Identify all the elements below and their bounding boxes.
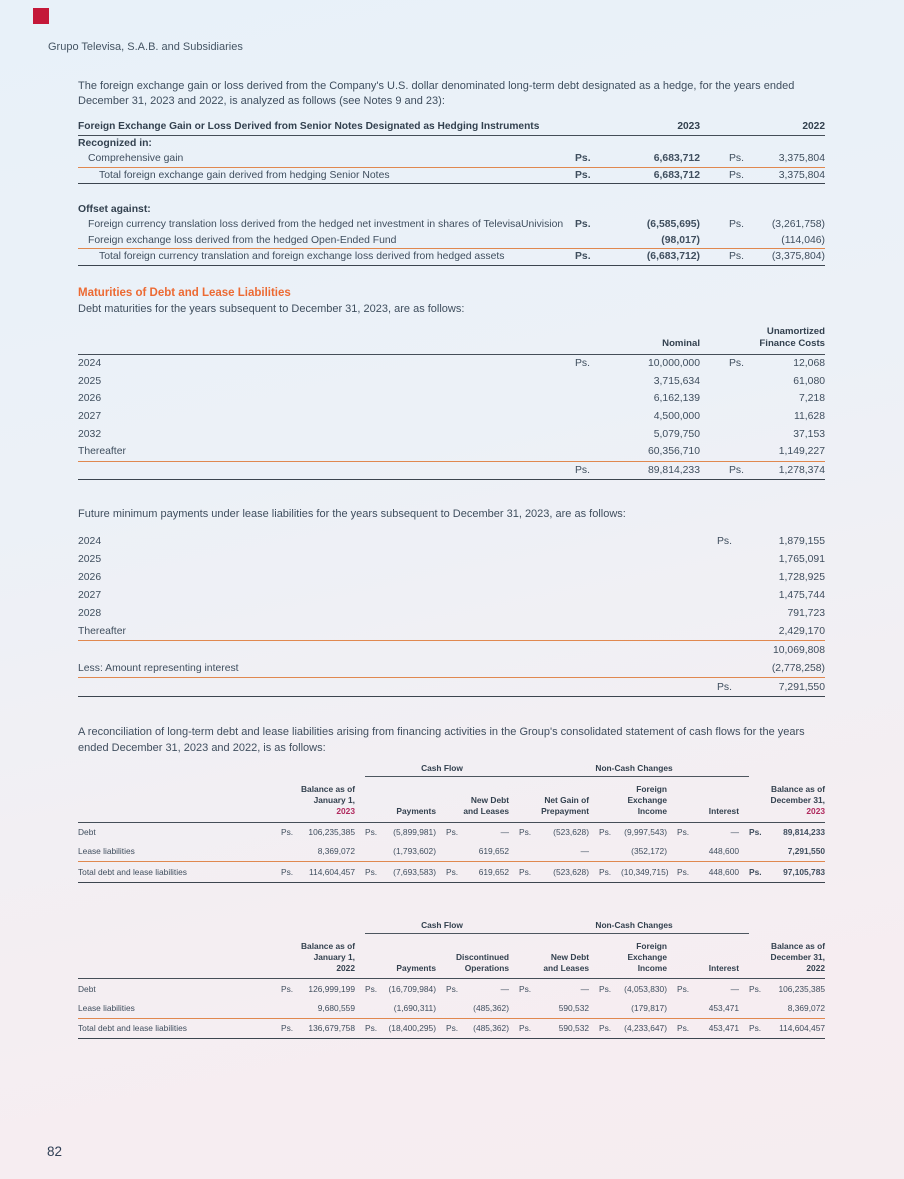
table-header-row: [78, 777, 825, 822]
currency-prefix: Ps.: [729, 219, 745, 231]
row-label: Thereafter: [78, 443, 575, 461]
corner-marker-icon: [33, 8, 49, 24]
cell-value: 1,879,155: [778, 535, 825, 547]
row-label: Less: Amount representing interest: [78, 659, 717, 677]
group-header-non-cash: Non-Cash Changes: [519, 920, 749, 934]
group-header-row: [78, 920, 825, 934]
cell-value: 10,069,808: [772, 644, 825, 656]
table-header-row: [78, 121, 825, 136]
row-label: 2027: [78, 411, 102, 423]
row-label: Foreign currency translation loss derived from the hedged net investment in shares of TelevisaUnivision: [88, 219, 564, 231]
table-row: [78, 641, 825, 659]
cell-value: 12,068: [793, 358, 825, 370]
row-label: 2028: [78, 607, 102, 619]
cell-value: 791,723: [787, 607, 825, 619]
col-header-new-debt: New Debt and Leases: [446, 777, 519, 822]
col-header-interest: Interest: [677, 777, 749, 822]
reconciliation-table-2022: [78, 920, 825, 1039]
row-label: Lease liabilities: [78, 998, 281, 1018]
maturities-intro: Debt maturities for the years subsequent to December 31, 2023, are as follows:: [78, 302, 465, 315]
cell-value: 89,814,233: [638, 461, 701, 480]
col-header-payments: Payments: [365, 777, 446, 822]
cell-value: 11,628: [793, 411, 825, 423]
cell-value: 1,765,091: [778, 553, 825, 565]
currency-prefix: Ps.: [575, 358, 591, 370]
cell-value: 3,375,804: [763, 167, 826, 184]
currency-prefix: Ps.: [717, 535, 733, 547]
col-header-balance-dec: Balance as of December 31, 2022: [749, 933, 825, 978]
row-label: Foreign exchange loss derived from the hedged Open-Ended Fund: [78, 233, 575, 249]
cell-value: 61,080: [793, 375, 825, 387]
group-header-cash-flow: Cash Flow: [365, 920, 519, 934]
cell-value: 4,500,000: [653, 411, 700, 423]
cell-value: 7,291,550: [747, 678, 825, 697]
group-header-non-cash: Non-Cash Changes: [519, 763, 749, 777]
total-row: [78, 461, 825, 480]
cell-value: 3,715,634: [653, 375, 700, 387]
table-row: [78, 135, 825, 151]
row-label: Total foreign exchange gain derived from hedging Senior Notes: [78, 167, 575, 184]
currency-prefix: Ps.: [575, 249, 638, 266]
col-header-fx-income: Foreign Exchange Income: [599, 933, 677, 978]
table-row: [78, 373, 825, 391]
table-row: [78, 533, 825, 551]
table-row: [78, 659, 825, 677]
row-label: 2032: [78, 428, 102, 440]
table-row: [78, 233, 825, 249]
row-label: Debt: [78, 827, 96, 838]
cell-value: 10,000,000: [647, 358, 700, 370]
fx-table-title: Foreign Exchange Gain or Loss Derived from Senior Notes Designated as Hedging Instruments: [78, 121, 575, 136]
cell-value: (3,375,804): [763, 249, 826, 266]
group-header-row: [78, 763, 825, 777]
cell-value: 1,475,744: [778, 589, 825, 601]
row-label: Debt: [78, 983, 96, 994]
col-header-fx-income: Foreign Exchange Income: [599, 777, 677, 822]
currency-prefix: Ps.: [575, 219, 591, 231]
total-row: [78, 678, 825, 697]
cell-value: 3,375,804: [763, 151, 826, 167]
row-label: Total debt and lease liabilities: [78, 862, 281, 882]
table-row: [78, 217, 825, 233]
section-heading-maturities: Maturities of Debt and Lease Liabilities: [78, 286, 291, 299]
col-header-balance-jan: Balance as of January 1, 2022: [281, 933, 365, 978]
group-header-cash-flow: Cash Flow: [365, 763, 519, 777]
row-label: 2027: [78, 589, 102, 601]
cell-value: (114,046): [763, 233, 826, 249]
spacer-row: [78, 184, 825, 202]
row-label: 2024: [78, 535, 102, 547]
table-row: Debt Ps. 126,999,199 Ps. (16,709,984) Ps. — Ps. — Ps. (4,053,830) Ps. — Ps. 106,235,385: [78, 978, 825, 998]
debt-maturities-table: [78, 326, 825, 480]
row-label: Thereafter: [78, 623, 717, 641]
row-label: Comprehensive gain: [78, 151, 575, 167]
cell-value: 6,683,712: [638, 167, 701, 184]
table-row: [78, 355, 825, 373]
cell-value: 60,356,710: [638, 443, 701, 461]
table-row: [78, 425, 825, 443]
total-row: Total debt and lease liabilities Ps. 114,604,457 Ps. (7,693,583) Ps. 619,652 Ps. (523,628) Ps. (10,349,715) Ps. 448,600 Ps. 97,105,783: [78, 862, 825, 882]
cell-value: 2,429,170: [747, 623, 825, 641]
col-header-payments: Payments: [365, 933, 446, 978]
cell-value: 6,683,712: [638, 151, 701, 167]
row-label: 2024: [78, 358, 102, 370]
currency-prefix: Ps.: [700, 151, 763, 167]
row-label: 2026: [78, 571, 102, 583]
table-row: Lease liabilities 8,369,072 (1,793,602) 619,652 — (352,172) 448,600 7,291,550: [78, 842, 825, 862]
cell-value: 1,728,925: [778, 571, 825, 583]
row-label: 2025: [78, 375, 102, 387]
cell-value: (2,778,258): [747, 659, 825, 677]
table-row: [78, 623, 825, 641]
table-row: [78, 249, 825, 266]
reconciliation-intro: A reconciliation of long-term debt and lease liabilities arising from financing activities in the Group's consolidated statement of cash flows for the years ended December 31, 2023 and 2022, is as follows:: [78, 726, 805, 754]
cell-value: 37,153: [793, 428, 825, 440]
column-header-unamortized: Unamortized Finance Costs: [700, 326, 825, 354]
year-2022-header: 2022: [700, 121, 825, 136]
column-header-nominal: Nominal: [575, 326, 700, 354]
table-row: [78, 587, 825, 605]
table-row: [78, 443, 825, 461]
row-label: Total foreign currency translation and foreign exchange loss derived from hedged assets: [78, 249, 575, 266]
cell-value: (6,683,712): [638, 249, 701, 266]
cell-value: 5,079,750: [653, 428, 700, 440]
table-row: [78, 551, 825, 569]
reconciliation-table-2023: [78, 763, 825, 882]
section-label: Offset against:: [78, 203, 151, 215]
col-header-interest: Interest: [677, 933, 749, 978]
cell-value: 1,278,374: [763, 461, 826, 480]
fx-gain-loss-table: [78, 121, 825, 266]
table-row: [78, 167, 825, 184]
table-row: [78, 408, 825, 426]
row-label: 2026: [78, 393, 102, 405]
currency-prefix: Ps.: [575, 461, 638, 480]
col-header-net-gain: Net Gain of Prepayment: [519, 777, 599, 822]
currency-prefix: Ps.: [575, 167, 638, 184]
col-header-new-debt: New Debt and Leases: [519, 933, 599, 978]
cell-value: (6,585,695): [646, 219, 700, 231]
table-header-row: [78, 933, 825, 978]
col-header-discontinued: Discontinued Operations: [446, 933, 519, 978]
currency-prefix: Ps.: [700, 167, 763, 184]
row-label: 2025: [78, 553, 102, 565]
table-header-row: [78, 326, 825, 354]
table-row: [78, 151, 825, 167]
page-number: 82: [47, 1144, 63, 1159]
lease-intro: Future minimum payments under lease liabilities for the years subsequent to December 31, 2023, are as follows:: [78, 508, 626, 521]
total-row: Total debt and lease liabilities Ps. 136,679,758 Ps. (18,400,295) Ps. (485,362) Ps. 590,532 Ps. (4,233,647) Ps. 453,471 Ps. 114,604,457: [78, 1018, 825, 1038]
table-row: [78, 569, 825, 587]
cell-value: (98,017): [638, 233, 701, 249]
company-header: Grupo Televisa, S.A.B. and Subsidiaries: [48, 41, 243, 53]
row-label: Lease liabilities: [78, 842, 281, 862]
col-header-balance-jan: Balance as of January 1, 2023: [281, 777, 365, 822]
currency-prefix: Ps.: [729, 358, 745, 370]
table-row: [78, 202, 825, 218]
currency-prefix: Ps.: [700, 461, 763, 480]
cell-value: (3,261,758): [771, 219, 825, 231]
table-row: Debt Ps. 106,235,385 Ps. (5,899,981) Ps. — Ps. (523,628) Ps. (9,997,543) Ps. — Ps. 89,814,233: [78, 822, 825, 842]
cell-value: 7,218: [798, 393, 825, 405]
currency-prefix: Ps.: [700, 249, 763, 266]
page-content: [78, 79, 825, 1039]
table-row: [78, 605, 825, 623]
currency-prefix: Ps.: [575, 151, 638, 167]
table-row: [78, 390, 825, 408]
cell-value: 1,149,227: [763, 443, 826, 461]
cell-value: 6,162,139: [653, 393, 700, 405]
currency-prefix: Ps.: [717, 678, 747, 697]
table-row: Lease liabilities 9,680,559 (1,690,311) (485,362) 590,532 (179,817) 453,471 8,369,072: [78, 998, 825, 1018]
year-2023-header: 2023: [575, 121, 700, 136]
row-label: Total debt and lease liabilities: [78, 1018, 281, 1038]
col-header-balance-dec: Balance as of December 31, 2023: [749, 777, 825, 822]
section-label: Recognized in:: [78, 137, 152, 149]
lease-payments-table: [78, 533, 825, 698]
intro-paragraph: The foreign exchange gain or loss derived from the Company's U.S. dollar denominated long-term debt designated as a hedge, for the years ended December 31, 2023 and 2022, is analyzed as follows (see Notes 9 and 23):: [78, 80, 795, 108]
